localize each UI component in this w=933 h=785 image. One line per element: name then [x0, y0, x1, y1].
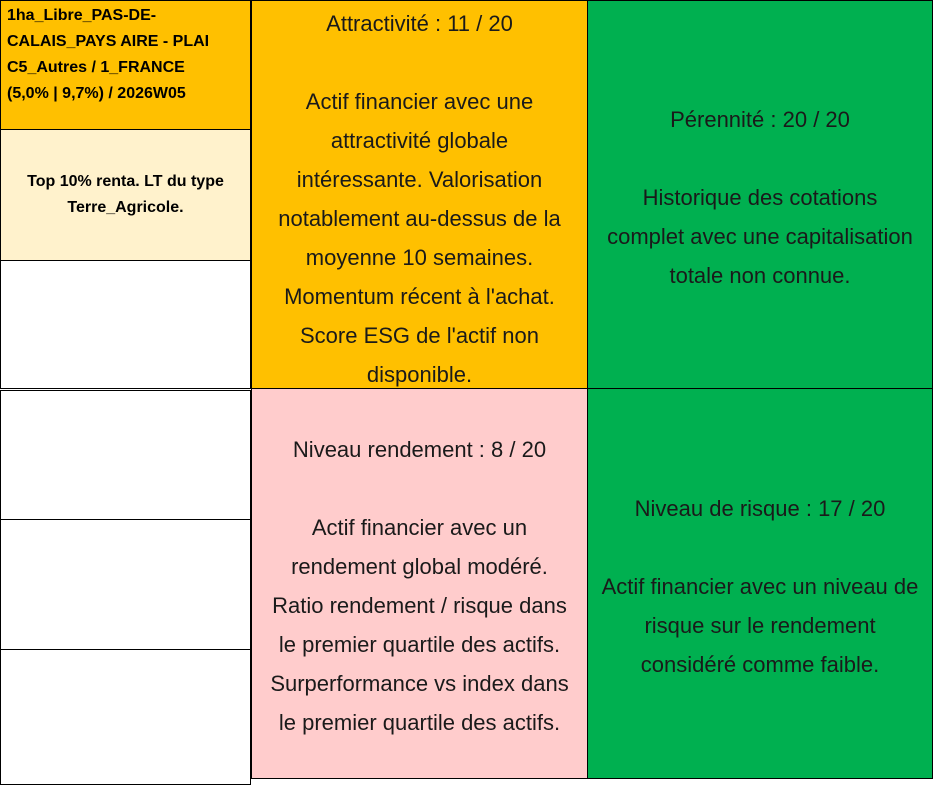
- attractivite-cell: [251, 0, 588, 389]
- perennite-cell: [587, 0, 933, 389]
- asset-title-line: (5,0% | 9,7%) / 2026W05: [7, 85, 186, 102]
- rendement-text-line: rendement global modéré.: [291, 554, 548, 579]
- risque-text-line: risque sur le rendement: [644, 613, 876, 638]
- empty-cell: [0, 649, 251, 785]
- rendement-title: Niveau rendement : 8 / 20: [292, 437, 547, 462]
- attractivite-title: Attractivité : 11 / 20: [326, 11, 513, 36]
- rendement-text-line: Ratio rendement / risque dans: [272, 593, 567, 618]
- attractivite-text-line: attractivité globale: [330, 128, 509, 153]
- asset-title-line: CALAIS_PAYS AIRE - PLAI: [7, 33, 210, 50]
- attractivite-text-line: Momentum récent à l'achat.: [284, 284, 555, 309]
- risque-text-line: considéré comme faible.: [640, 652, 880, 677]
- rendement-text-line: Surperformance vs index dans: [270, 671, 569, 696]
- perennite-title: Pérennité : 20 / 20: [670, 107, 850, 132]
- attractivite-text-line: notablement au-dessus de la: [278, 206, 561, 231]
- rendement-text-line: le premier quartile des actifs.: [278, 632, 561, 657]
- asset-title-cell: [0, 0, 251, 130]
- asset-title-line: C5_Autres / 1_FRANCE: [7, 59, 185, 76]
- perennite-text-line: complet avec une capitalisation: [607, 224, 913, 249]
- empty-cell: [0, 390, 251, 520]
- perennite-text-line: Historique des cotations: [642, 185, 878, 210]
- rendement-text-line: le premier quartile des actifs.: [278, 710, 561, 735]
- asset-subtitle-line: Terre_Agricole.: [67, 199, 184, 216]
- asset-title-line: 1ha_Libre_PAS-DE-: [7, 7, 157, 24]
- asset-subtitle-line: Top 10% renta. LT du type: [27, 173, 224, 190]
- asset-subtitle-cell: [0, 129, 251, 261]
- attractivite-text-line: moyenne 10 semaines.: [305, 245, 534, 270]
- risque-title: Niveau de risque : 17 / 20: [634, 496, 886, 521]
- empty-cell: [0, 519, 251, 650]
- attractivite-text-line: Score ESG de l'actif non: [300, 323, 539, 348]
- empty-cell: [0, 260, 251, 389]
- rendement-text-line: Actif financier avec un: [311, 515, 528, 540]
- attractivite-text-line: Actif financier avec une: [305, 89, 534, 114]
- attractivite-text-line: disponible.: [366, 362, 473, 387]
- risque-cell: [587, 388, 933, 779]
- perennite-text-line: totale non connue.: [669, 263, 851, 288]
- rendement-cell: [251, 388, 588, 779]
- attractivite-text-line: intéressante. Valorisation: [296, 167, 543, 192]
- risque-text-line: Actif financier avec un niveau de: [601, 574, 919, 599]
